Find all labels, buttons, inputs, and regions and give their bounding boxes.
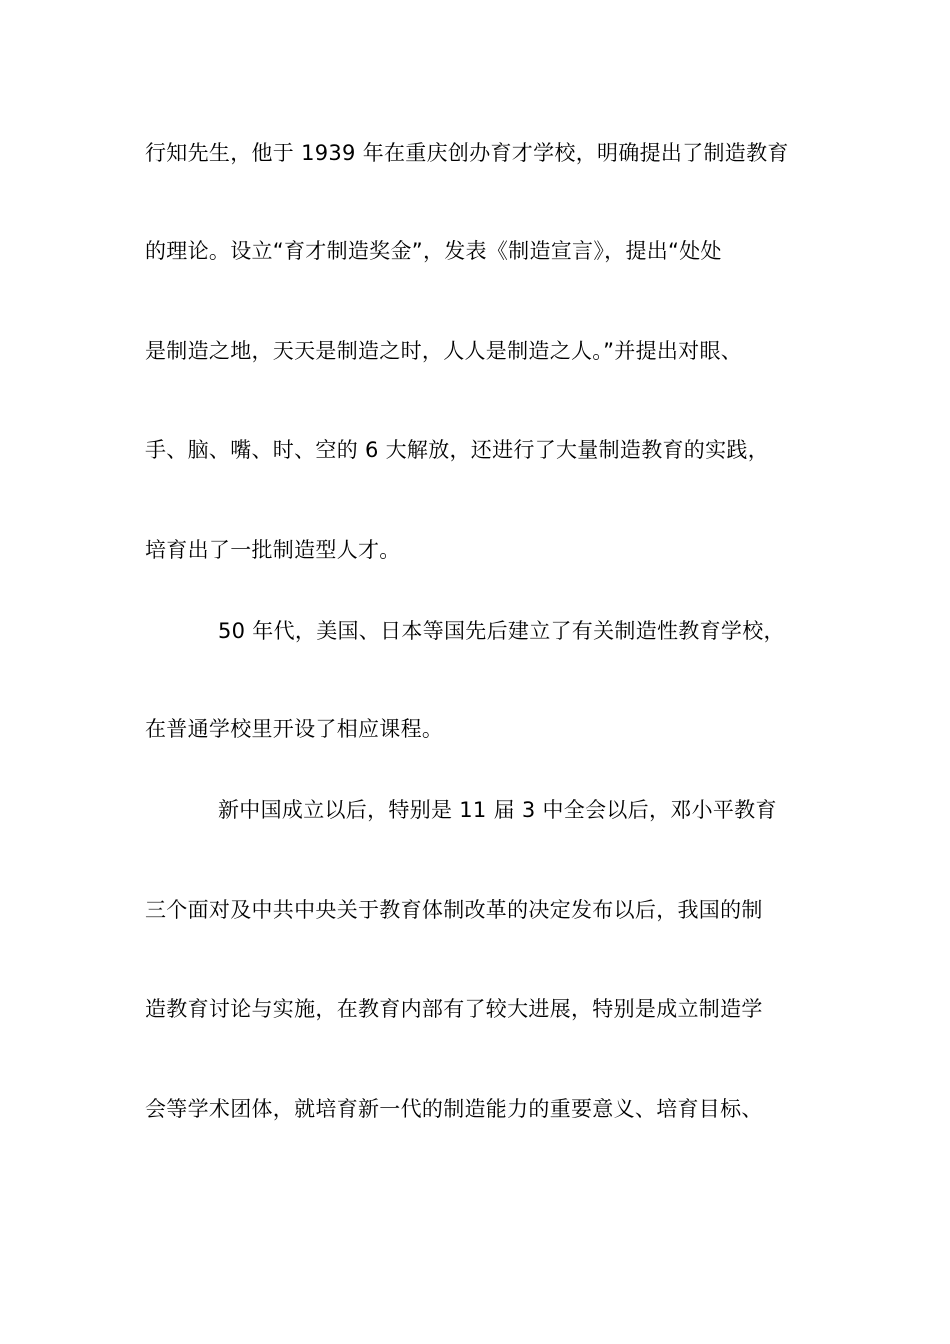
text-line-8: 新中国成立以后，特别是 11 届 3 中全会以后，邓小平教育 (218, 798, 777, 822)
text-line-11: 会等学术团体，就培育新一代的制造能力的重要意义、培育目标、 (145, 1097, 763, 1121)
text-line-1: 行知先生，他于 1939 年在重庆创办育才学校，明确提出了制造教育 (145, 141, 789, 165)
text-line-4: 手、脑、嘴、时、空的 6 大解放，还进行了大量制造教育的实践， (145, 438, 770, 462)
text-line-9: 三个面对及中共中央关于教育体制改革的决定发布以后，我国的制 (145, 898, 763, 922)
text-line-6: 50 年代，美国、日本等国先后建立了有关制造性教育学校， (218, 619, 785, 643)
text-line-3: 是制造之地，天天是制造之时，人人是制造之人。”并提出对眼、 (145, 339, 743, 363)
text-line-10: 造教育讨论与实施，在教育内部有了较大进展，特别是成立制造学 (145, 997, 763, 1021)
text-line-7: 在普通学校里开设了相应课程。 (145, 717, 444, 741)
text-line-2: 的理论。设立“育才制造奖金”，发表《制造宣言》，提出“处处 (145, 239, 722, 263)
text-line-5: 培育出了一批制造型人才。 (145, 538, 401, 562)
